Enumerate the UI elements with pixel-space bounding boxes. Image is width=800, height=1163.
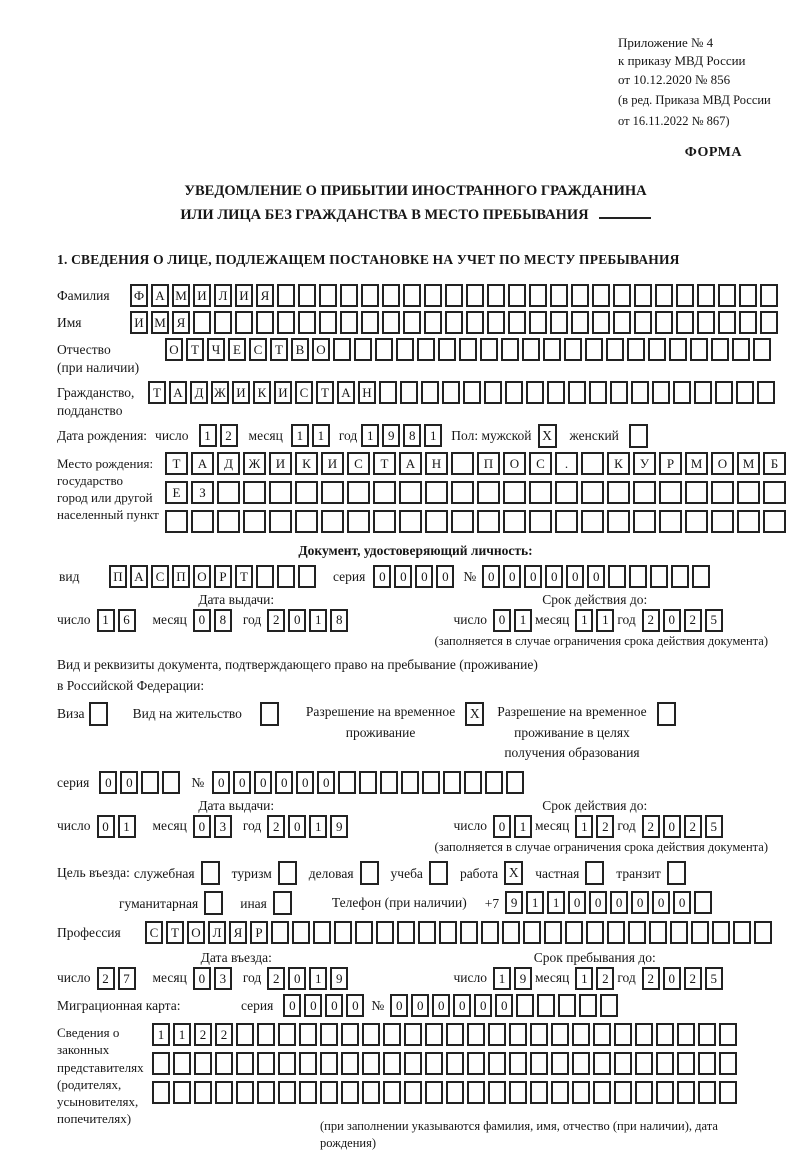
residence-permit-label: Вид на жительство	[132, 706, 242, 722]
staydoc-issue-month-input[interactable]: 0 3	[193, 815, 235, 838]
phone-prefix: +7	[484, 896, 500, 912]
iddoc-issue-month-input[interactable]: 0 8	[193, 609, 235, 632]
visa-label: Виза	[57, 706, 85, 722]
purpose-other-label: иная	[240, 896, 267, 912]
staydoc-issue-day-input[interactable]: 0 1	[97, 815, 139, 838]
sex-male-checkbox[interactable]: X	[538, 424, 560, 448]
firstname-input[interactable]: И М Я	[130, 311, 781, 334]
birth-month-input[interactable]: 1 1	[291, 424, 333, 447]
issue-day-label: число	[57, 611, 91, 627]
representatives-row2-input[interactable]	[152, 1052, 774, 1075]
ref-line: (в ред. Приказа МВД России	[618, 93, 771, 108]
birthplace-row3-input[interactable]	[165, 510, 789, 533]
representatives-note: (при заполнении указываются фамилия, имя, отчество (при наличии), дата рождения)	[320, 1119, 718, 1150]
staydoc-expiry-year-input[interactable]: 2 0 2 5	[642, 815, 726, 838]
purpose-study-checkbox[interactable]	[429, 861, 451, 885]
purpose-humanitarian-label: гуманитарная	[119, 896, 199, 912]
representatives-label: Сведения о законных представителях (родителях, усыновителях, попечителях)	[57, 1025, 144, 1126]
section1-heading: 1. СВЕДЕНИЯ О ЛИЦЕ, ПОДЛЕЖАЩЕМ ПОСТАНОВКЕ НА УЧЕТ ПО МЕСТУ ПРЕБЫВАНИЯ	[57, 252, 680, 268]
entry-year-input[interactable]: 2 0 1 9	[267, 967, 351, 990]
iddoc-expiry-year-input[interactable]: 2 0 2 5	[642, 609, 726, 632]
birth-day-label: число	[155, 427, 189, 443]
surname-input[interactable]: Ф А М И Л И Я	[130, 284, 781, 307]
temp-residence-checkbox[interactable]: X	[465, 702, 487, 726]
ref-line: Приложение № 4	[618, 35, 714, 50]
representatives-row3-input[interactable]	[152, 1081, 774, 1104]
iddoc-number-input[interactable]: 0 0 0 0 0 0	[482, 565, 713, 588]
stay-year-input[interactable]: 2 0 2 5	[642, 967, 726, 990]
stay-day-input[interactable]: 1 9	[493, 967, 535, 990]
profession-label: Профессия	[57, 925, 121, 941]
sex-female-label: женский	[569, 427, 619, 443]
staydoc-series-input[interactable]: 0 0	[99, 771, 183, 794]
iddoc-expiry-day-input[interactable]: 0 1	[493, 609, 535, 632]
citizenship-label: Гражданство, подданство	[57, 384, 135, 418]
staydoc-issue-day-label: число	[57, 818, 91, 834]
staydoc-expiry-year-label: год	[617, 818, 636, 834]
entry-month-label: месяц	[152, 970, 187, 986]
birthdate-label: Дата рождения:	[57, 427, 148, 443]
iddoc-issue-year-input[interactable]: 2 0 1 8	[267, 609, 351, 632]
purpose-official-checkbox[interactable]	[201, 861, 223, 885]
residence-permit-checkbox[interactable]	[260, 702, 282, 726]
title-blank-underline	[599, 203, 651, 219]
forma-label: ФОРМА	[684, 144, 742, 160]
purpose-transit-label: транзит	[616, 866, 661, 882]
iddoc-issue-heading: Дата выдачи:	[198, 591, 275, 607]
purpose-tourism-label: туризм	[231, 866, 272, 882]
iddoc-series-label: серия	[333, 568, 366, 584]
purpose-other-checkbox[interactable]	[273, 891, 295, 915]
staydoc-issue-year-label: год	[242, 818, 262, 834]
migcard-series-input[interactable]: 0 0 0 0	[283, 994, 367, 1017]
staydoc-expiry-month-input[interactable]: 1 2	[575, 815, 617, 838]
staydoc-expiry-day-input[interactable]: 0 1	[493, 815, 535, 838]
iddoc-kind-label: вид	[59, 568, 80, 584]
edu-residence-label: Разрешение на временное проживание в целях получения образования	[497, 704, 647, 760]
patronymic-label: Отчество (при наличии)	[57, 342, 140, 376]
purpose-private-label: частная	[535, 866, 580, 882]
staydoc-number-input[interactable]: 0 0 0 0 0 0	[212, 771, 527, 794]
profession-input[interactable]: С Т О Л Я Р	[145, 921, 775, 944]
purpose-official-label: служебная	[133, 866, 195, 882]
staydoc-series-label: серия	[57, 775, 90, 791]
purpose-study-label: учеба	[390, 866, 423, 882]
visa-checkbox[interactable]	[89, 702, 111, 726]
birth-day-input[interactable]: 1 2	[199, 424, 241, 447]
birthplace-label: Место рождения: государство город или другой населенный пункт	[57, 455, 159, 523]
issue-year-label: год	[242, 611, 262, 627]
representatives-row1-input[interactable]: 1 1 2 2	[152, 1023, 774, 1046]
sex-female-checkbox[interactable]	[629, 424, 651, 448]
migcard-number-input[interactable]: 0 0 0 0 0 0	[390, 994, 621, 1017]
staydoc-intro: Вид и реквизиты документа, подтверждающего право на пребывание (проживание) в Российской Федерации:	[57, 656, 538, 693]
migcard-number-label: №	[371, 998, 385, 1014]
staydoc-issue-month-label: месяц	[152, 818, 187, 834]
purpose-business-checkbox[interactable]	[360, 861, 382, 885]
temp-residence-label: Разрешение на временное проживание	[305, 704, 456, 740]
iddoc-issue-day-input[interactable]: 1 6	[97, 609, 139, 632]
purpose-private-checkbox[interactable]	[585, 861, 607, 885]
entry-year-label: год	[242, 970, 262, 986]
entry-date-heading: Дата въезда:	[200, 950, 272, 966]
patronymic-input[interactable]: О Т Ч Е С Т В О	[165, 338, 774, 361]
migration-card-label: Миграционная карта:	[57, 998, 181, 1014]
purpose-label: Цель въезда:	[57, 865, 130, 881]
appendix-reference	[618, 34, 774, 131]
form-title	[57, 181, 774, 227]
stay-month-input[interactable]: 1 2	[575, 967, 617, 990]
ref-line: от 10.12.2020 № 856	[618, 71, 731, 87]
phone-label: Телефон (при наличии)	[331, 895, 467, 911]
phone-input[interactable]: 9 1 1 0 0 0 0 0 0	[505, 891, 715, 914]
birthplace-row1-input[interactable]: Т А Д Ж И К И С Т А Н П О С . К У Р М О М Б	[165, 452, 789, 475]
iddoc-series-input[interactable]: 0 0 0 0	[373, 565, 457, 588]
iddoc-expiry-month-input[interactable]: 1 1	[575, 609, 617, 632]
purpose-work-checkbox[interactable]: X	[504, 861, 526, 885]
edu-residence-checkbox[interactable]	[657, 702, 679, 726]
stay-day-label: число	[453, 970, 487, 986]
form-title-line2: ИЛИ ЛИЦА БЕЗ ГРАЖДАНСТВА В МЕСТО ПРЕБЫВАНИЯ	[180, 206, 589, 223]
surname-label: Фамилия	[57, 288, 110, 304]
stay-until-heading: Срок пребывания до:	[533, 950, 656, 966]
citizenship-input[interactable]: Т А Д Ж И К И С Т А Н	[148, 381, 778, 404]
staydoc-issue-year-input[interactable]: 2 0 1 9	[267, 815, 351, 838]
purpose-humanitarian-checkbox[interactable]	[204, 891, 226, 915]
purpose-tourism-checkbox[interactable]	[278, 861, 300, 885]
birth-year-input[interactable]: 1 9 8 1	[361, 424, 445, 447]
purpose-transit-checkbox[interactable]	[667, 861, 689, 885]
staydoc-expiry-day-label: число	[453, 818, 487, 834]
purpose-business-label: деловая	[308, 866, 354, 882]
iddoc-expiry-heading: Срок действия до:	[542, 591, 648, 607]
birth-month-label: месяц	[248, 427, 283, 443]
expiry-year-label: год	[617, 611, 636, 627]
ref-line: к приказу МВД России	[618, 53, 746, 69]
entry-day-input[interactable]: 2 7	[97, 967, 139, 990]
staydoc-expiry-heading: Срок действия до:	[542, 798, 648, 814]
iddoc-expiry-note: (заполняется в случае ограничения срока действия документа)	[434, 633, 768, 648]
entry-day-label: число	[57, 970, 91, 986]
iddoc-number-label: №	[463, 568, 477, 584]
stay-year-label: год	[617, 970, 636, 986]
staydoc-number-label: №	[191, 775, 205, 791]
ref-line: от 16.11.2022 № 867)	[618, 114, 730, 129]
iddoc-kind-input[interactable]: П А С П О Р Т	[109, 565, 319, 588]
firstname-label: Имя	[57, 315, 82, 331]
staydoc-expiry-month-label: месяц	[535, 818, 570, 834]
sex-label: Пол: мужской	[451, 427, 532, 443]
issue-month-label: месяц	[152, 611, 187, 627]
expiry-day-label: число	[453, 611, 487, 627]
stay-month-label: месяц	[535, 970, 570, 986]
entry-month-input[interactable]: 0 3	[193, 967, 235, 990]
expiry-month-label: месяц	[535, 611, 570, 627]
iddoc-heading: Документ, удостоверяющий личность:	[298, 542, 533, 558]
birthplace-row2-input[interactable]: Е З	[165, 481, 789, 504]
form-title-line1: УВЕДОМЛЕНИЕ О ПРИБЫТИИ ИНОСТРАННОГО ГРАЖДАНИНА	[184, 182, 647, 199]
migcard-series-label: серия	[241, 998, 274, 1014]
staydoc-issue-heading: Дата выдачи:	[198, 798, 275, 814]
purpose-work-label: работа	[459, 866, 499, 882]
staydoc-expiry-note: (заполняется в случае ограничения срока действия документа)	[434, 840, 768, 855]
birth-year-label: год	[338, 427, 358, 443]
staydoc-type-row	[57, 702, 774, 763]
